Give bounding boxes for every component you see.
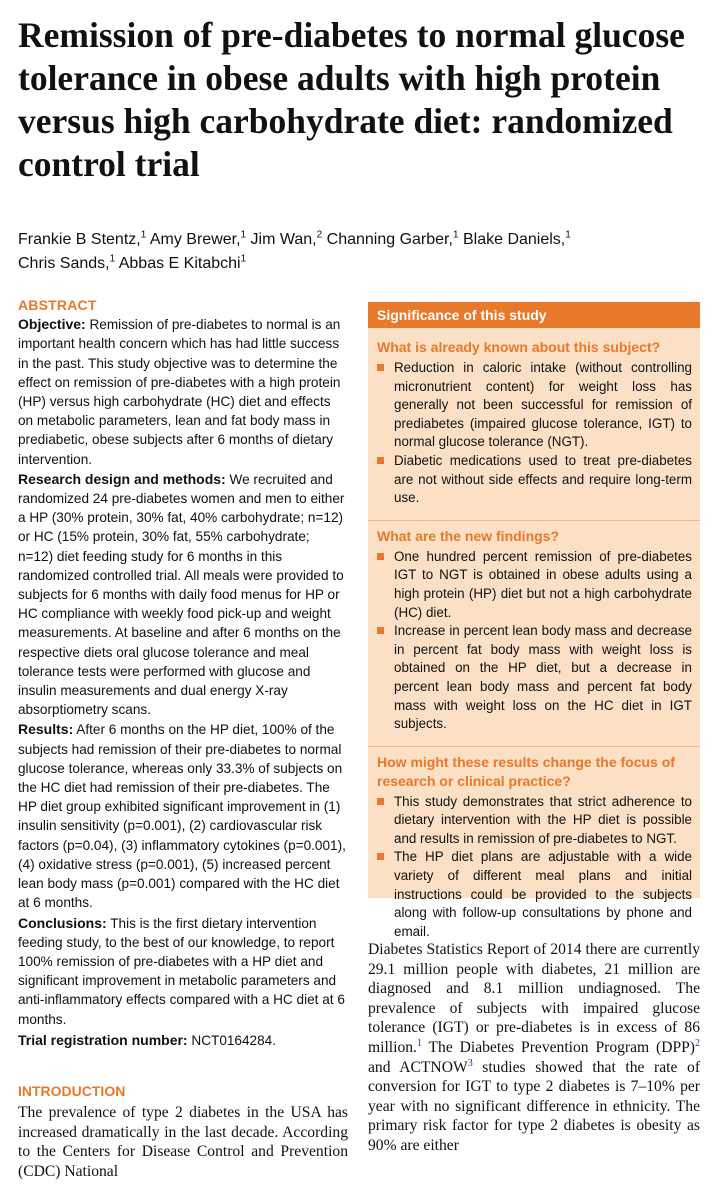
abstract-conclusions: Conclusions: This is the first dietary intervention feeding study, to the best of our knowledge, to report 100% remission of pre-diabetes with a HP diet and significant improvement in metabolic parameters and anti-inflammatory effects compared with a HC diet at 6 months. [18, 914, 345, 1027]
significance-findings-heading: What are the new findings? [368, 520, 700, 546]
abstract [18, 296, 348, 1050]
reference-link[interactable]: 1 [416, 1037, 422, 1049]
trial-registration: Trial registration number: NCT0164284. [18, 1031, 277, 1048]
significance-findings-list [368, 546, 700, 740]
square-bullet-icon [377, 457, 384, 464]
author: Abbas E Kitabchi$^1$ [118, 253, 247, 272]
significance-impact-list [368, 791, 700, 948]
list-item: Increase in percent lean body mass and decrease in percent fat body mass with weight loss is obtained on the HP diet, but a decrease in percent lean body mass and percent fat body mass with weight loss on the HC diet in IGT subjects. [377, 622, 692, 734]
list-item: This study demonstrates that strict adherence to dietary intervention with the HP diet is possible and results in remission of pre-diabetes to NGT. [377, 793, 692, 849]
article-title: Remission of pre-diabetes to normal glucose tolerance in obese adults with high protein versus high carbohydrate diet: randomized control trial [18, 15, 685, 184]
list-item: Reduction in caloric intake (without controlling micronutrient content) for weight loss has generally not been successful for remission of prediabetes (impaired glucose tolerance, IGT) to normal glucose tolerance (NGT). [377, 359, 692, 452]
author: Chris Sands,$^1$ [18, 253, 116, 272]
significance-known-list [368, 357, 700, 514]
square-bullet-icon [377, 853, 384, 860]
reference-link[interactable]: 2 [695, 1037, 700, 1049]
square-bullet-icon [377, 627, 384, 634]
square-bullet-icon [377, 364, 384, 371]
reference-link[interactable]: 3 [467, 1057, 473, 1069]
author: Frankie B Stentz,$^1$ [18, 229, 147, 248]
significance-known-heading: What is already known about this subject? [377, 339, 661, 355]
list-item: The HP diet plans are adjustable with a wide variety of different meal plans and initial instructions could be provided to the subjects along with follow-up consultations by phone and email. [377, 848, 692, 941]
square-bullet-icon [377, 553, 384, 560]
author-list [18, 228, 708, 276]
author: Blake Daniels,$^1$ [462, 229, 571, 248]
significance-box [368, 302, 700, 939]
list-item: Diabetic medications used to treat pre-diabetes are not without side effects and require long-term use. [377, 452, 692, 508]
introduction-heading: INTRODUCTION [18, 1083, 126, 1099]
significance-impact-heading: How might these results change the focus of research or clinical practice? [368, 746, 700, 791]
abstract-results: Results: After 6 months on the HP diet, 100% of the subjects had remission of their pre-diabetes to normal glucose tolerance, whereas only 33.3% of subjects on the HC diet had remission of their pre-diabetes. The HP diet group exhibited significant improvement in (1) insulin sensitivity (p=0.001), (2) cardiovascular risk factors (p=0.04), (3) inflammatory cytokines (p=0.001), (4) oxidative stress (p=0.001), (5) increased percent lean body mass (p=0.001) compared with the HC diet at 6 months. [18, 721, 346, 911]
abstract-objective: Objective: Remission of pre-diabetes to normal is an important health concern which has had little success in the past. This study objective was to determine the effect on remission of pre-diabetes with a high protein (HP) versus high carbohydrate (HC) diet and effects on metabolic parameters, lean and fat body mass in prediabetic, obese subjects after 6 months of dietary intervention. [18, 316, 341, 467]
significance-title: Significance of this study [368, 302, 700, 328]
list-item: One hundred percent remission of pre-diabetes IGT to NGT is obtained in obese adults using a high protein (HP) diet but not a high carbohydrate (HC) diet. [377, 548, 692, 622]
author: Jim Wan,$^2$ [250, 229, 323, 248]
abstract-heading: ABSTRACT [18, 297, 97, 313]
author: Amy Brewer,$^1$ [149, 229, 247, 248]
abstract-design: Research design and methods: We recruited and randomized 24 pre-diabetes women and men to either a HP (30% protein, 30% fat, 40% carbohydrate; n=12) or HC (15% protein, 30% fat, 55% carbohydrate; n=12) diet feeding study for 6 months in this randomized controlled trial. All meals were provided to subjects for 6 months with daily food menus for HP or HC compliance with weekly food pick-up and weight measurements. At baseline and after 6 months on the respective diets oral glucose tolerance and meal tolerance tests were performed with glucose and insulin measurements and dual energy X-ray absorptiometry scans. [18, 470, 345, 718]
square-bullet-icon [377, 798, 384, 805]
introduction-text: The prevalence of type 2 diabetes in the USA has increased dramatically in the last decade. According to the Centers for Disease Control and Prevention (CDC) National [18, 1104, 348, 1180]
body-text-continuation: Diabetes Statistics Report of 2014 there are currently 29.1 million people with diabetes, 21 million are diagnosed and 8.1 million undiagnosed. The prevalence of subjects with impaired glucose tolerance (IGT) or pre-diabetes is in excess of 86 million.$^1$ The Diabetes Prevention Program (DPP)$^2$ and ACTNOW$^3$ studies showed that the rate of conversion for IGT to type 2 diabetes is 7–10% per year with no significant difference in ethnicity. The primary risk factor for type 2 diabetes is obesity as 90% are either [368, 941, 701, 1154]
author: Channing Garber,$^1$ [326, 229, 459, 248]
